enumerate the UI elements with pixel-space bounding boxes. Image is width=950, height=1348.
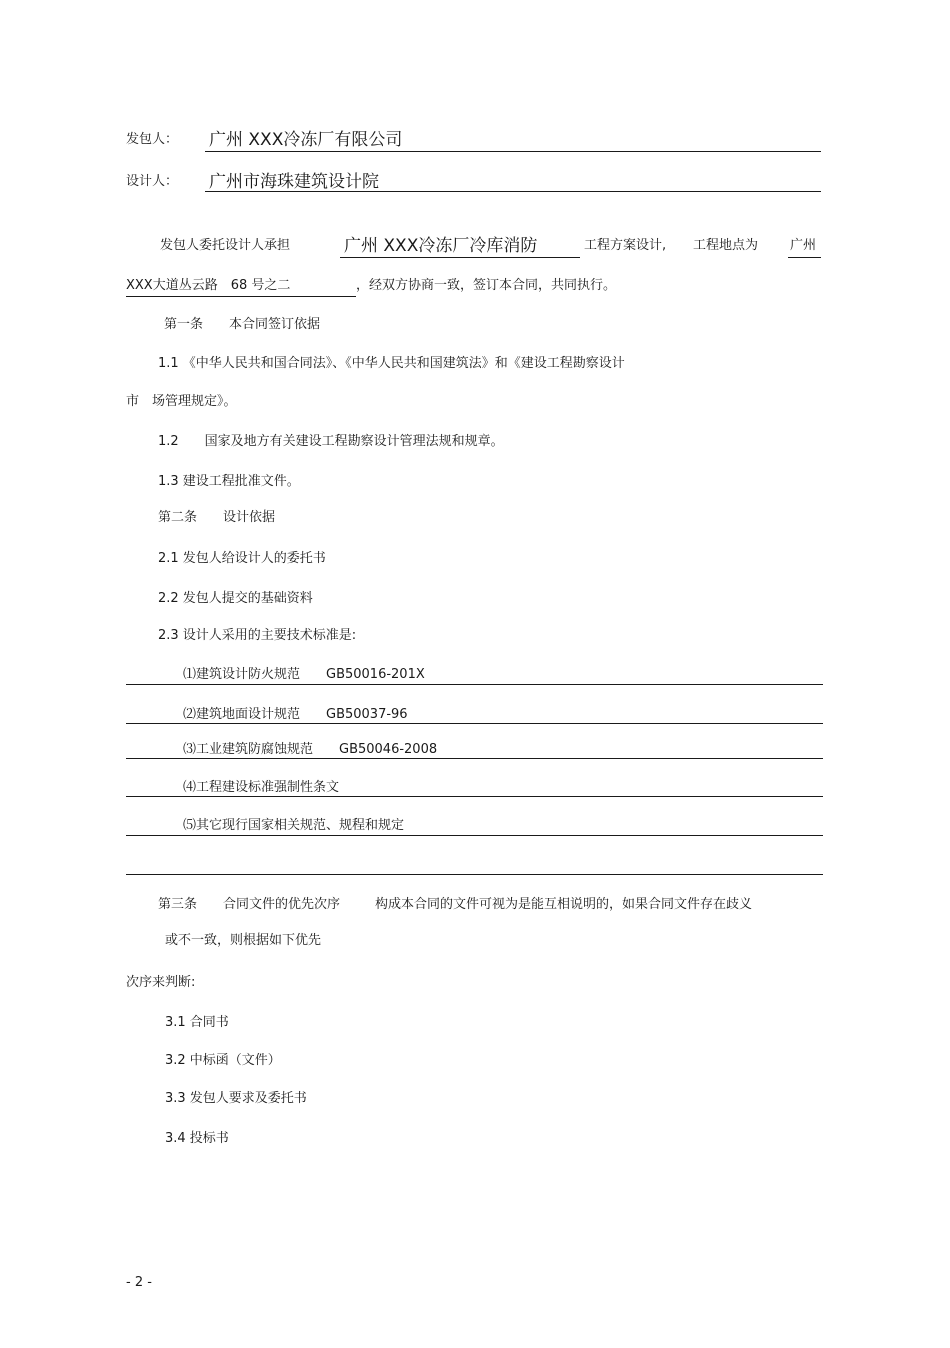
blank-line [126,874,823,875]
employer-label: 发包人： [126,132,179,147]
priority-item: 3.3 发包人要求及委托书 [165,1091,307,1106]
clause-1-3: 1.3 建设工程批准文件。 [158,474,300,489]
article-1-title: 第一条 本合同签订依据 [164,317,321,332]
priority-item: 3.2 中标函（文件） [165,1053,281,1068]
designer-underline [205,191,821,192]
employer-name: 广州 XXX冷冻厂有限公司 [209,130,403,150]
location-underline-1 [788,257,821,258]
clause-1-1-line2: 市 场管理规定》。 [126,394,237,409]
standard-item: ⑷工程建设标准强制性条文 [183,780,340,795]
location-address: XXX大道丛云路 68 号之二 [126,278,291,293]
standard-underline [126,835,823,836]
standard-underline [126,723,823,724]
article-3-text-3: 次序来判断: [126,975,196,990]
clause-2-1: 2.1 发包人给设计人的委托书 [158,551,326,566]
priority-item: 3.1 合同书 [165,1015,229,1030]
standard-item: ⑸其它现行国家相关规范、规程和规定 [183,818,405,833]
intro-suffix: ，经双方协商一致，签订本合同，共同执行。 [356,278,617,293]
article-2-title: 第二条 设计依据 [158,510,276,525]
article-3-text-2: 或不一致，则根据如下优先 [165,933,322,948]
clause-1-1-line1: 1.1 《中华人民共和国合同法》、《中华人民共和国建筑法》和《建设工程勘察设计 [158,356,625,371]
article-3-title: 第三条 合同文件的优先次序 [158,897,341,912]
location-start: 广州 [790,238,817,253]
standard-underline [126,684,823,685]
clause-2-2: 2.2 发包人提交的基础资料 [158,591,313,606]
standard-underline [126,758,823,759]
standard-item: ⑵建筑地面设计规范 GB50037-96 [183,707,408,722]
intro-prefix: 发包人委托设计人承担 [160,238,291,253]
designer-label: 设计人： [126,174,179,189]
employer-underline [205,151,821,152]
project-name: 广州 XXX冷冻厂冷库消防 [344,236,538,256]
clause-2-3: 2.3 设计人采用的主要技术标准是: [158,628,357,643]
standard-item: ⑴建筑设计防火规范 GB50016-201X [183,667,425,682]
location-label: 工程地点为 [693,238,759,253]
standard-item: ⑶工业建筑防腐蚀规范 GB50046-2008 [183,742,438,757]
intro-design-scope: 工程方案设计, [584,238,667,253]
clause-1-2: 1.2 国家及地方有关建设工程勘察设计管理法规和规章。 [158,434,504,449]
article-3-text-1: 构成本合同的文件可视为是能互相说明的，如果合同文件存在歧义 [375,897,753,912]
standard-underline [126,796,823,797]
priority-item: 3.4 投标书 [165,1131,229,1146]
page-number: - 2 - [126,1275,152,1290]
project-underline [340,257,580,258]
designer-name: 广州市海珠建筑设计院 [209,172,379,192]
location-underline-2 [126,296,356,297]
